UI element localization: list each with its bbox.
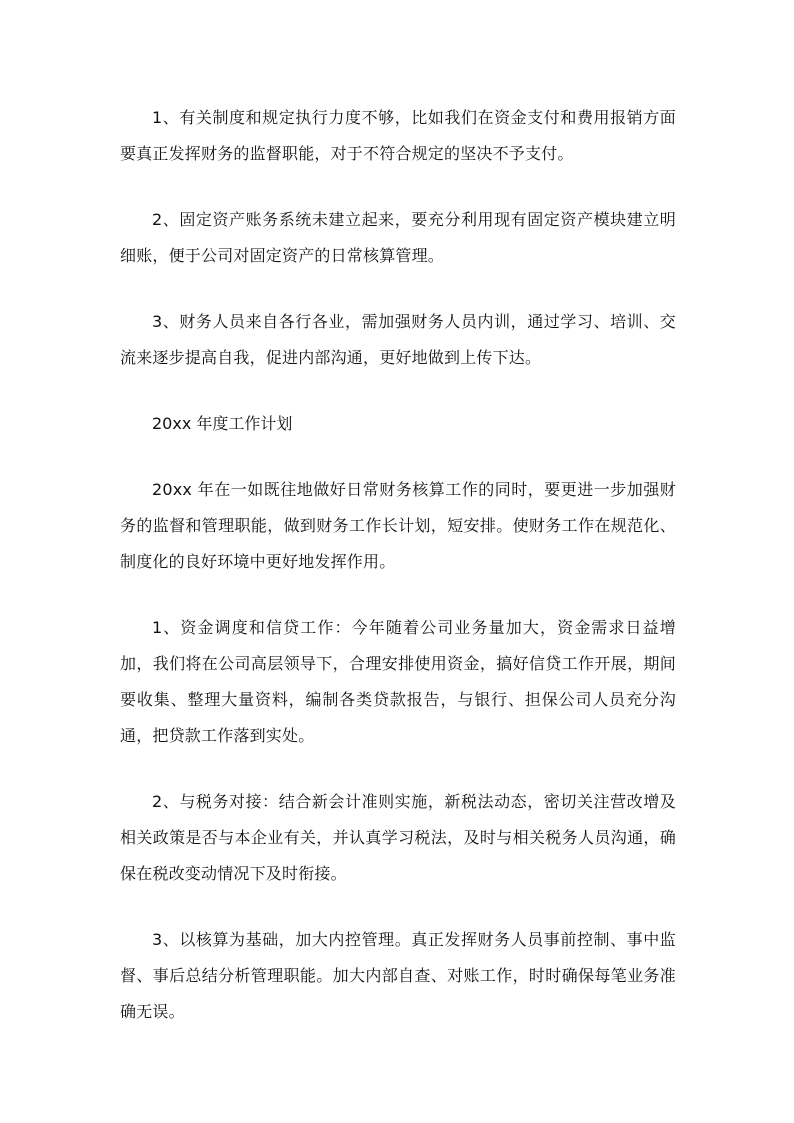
paragraph-plan-intro: 20xx 年在一如既往地做好日常财务核算工作的同时，要更进一步加强财务的监督和管理职能，做到财务工作长计划，短安排。使财务工作在规范化、制度化的良好环境中更好地发挥作用。	[120, 480, 676, 571]
paragraph-issue-1: 1、有关制度和规定执行力度不够，比如我们在资金支付和费用报销方面要真正发挥财务的监督职能，对于不符合规定的坚决不予支付。	[120, 108, 676, 163]
paragraph-plan-3: 3、以核算为基础，加大内控管理。真正发挥财务人员事前控制、事中监督、事后总结分析管理职能。加大内部自查、对账工作，时时确保每笔业务准确无误。	[120, 930, 676, 1021]
paragraph-issue-3: 3、财务人员来自各行各业，需加强财务人员内训，通过学习、培训、交流来逐步提高自我，促进内部沟通，更好地做到上传下达。	[120, 312, 676, 367]
paragraph-plan-2: 2、与税务对接：结合新会计准则实施，新税法动态，密切关注营改增及相关政策是否与本企业有关，并认真学习税法，及时与相关税务人员沟通，确保在税改变动情况下及时衔接。	[120, 792, 676, 883]
document-body	[120, 100, 676, 1060]
section-title: 20xx 年度工作计划	[152, 414, 293, 433]
paragraph-plan-1: 1、资金调度和信贷工作：今年随着公司业务量加大，资金需求日益增加，我们将在公司高层领导下，合理安排使用资金，搞好信贷工作开展，期间要收集、整理大量资料，编制各类贷款报告，与银行、担保公司人员充分沟通，把贷款工作落到实处。	[120, 618, 676, 745]
paragraph-issue-2: 2、固定资产账务系统未建立起来，要充分利用现有固定资产模块建立明细账，便于公司对固定资产的日常核算管理。	[120, 210, 676, 265]
